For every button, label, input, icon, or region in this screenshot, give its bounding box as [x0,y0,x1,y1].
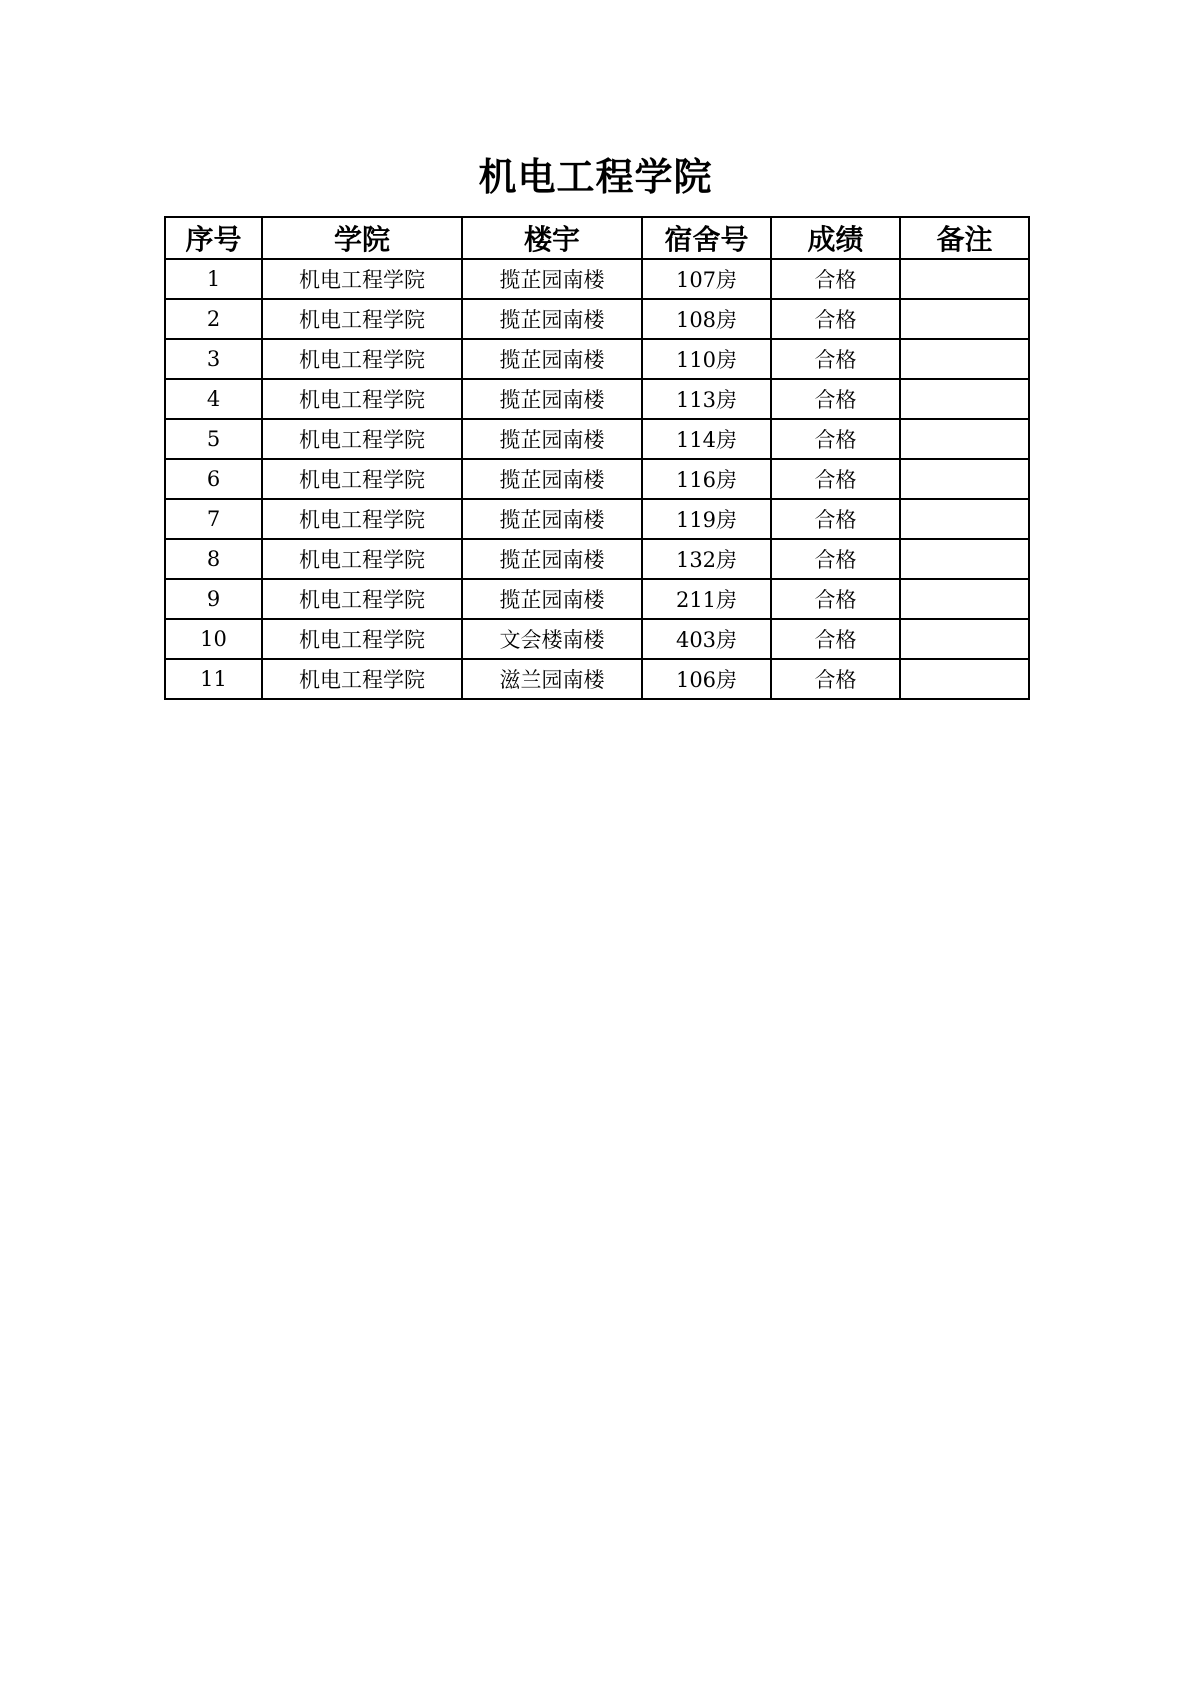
cell-college: 机电工程学院 [262,299,462,339]
cell-seq: 7 [165,499,262,539]
cell-remark [900,299,1029,339]
table-row [165,259,1029,299]
cell-college: 机电工程学院 [262,379,462,419]
cell-result: 合格 [771,579,900,619]
cell-seq: 9 [165,579,262,619]
cell-seq: 11 [165,659,262,699]
cell-college: 机电工程学院 [262,619,462,659]
cell-remark [900,259,1029,299]
cell-room: 132房 [642,539,771,579]
table-row [165,539,1029,579]
table-row [165,579,1029,619]
cell-room: 116房 [642,459,771,499]
header-row [165,217,1029,259]
table-row [165,339,1029,379]
cell-seq: 8 [165,539,262,579]
cell-result: 合格 [771,539,900,579]
page-title: 机电工程学院 [478,155,713,199]
cell-college: 机电工程学院 [262,459,462,499]
table-row [165,619,1029,659]
cell-room: 211房 [642,579,771,619]
cell-seq: 4 [165,379,262,419]
cell-college: 机电工程学院 [262,659,462,699]
cell-result: 合格 [771,379,900,419]
cell-remark [900,419,1029,459]
cell-building: 揽芷园南楼 [462,499,642,539]
cell-result: 合格 [771,619,900,659]
cell-result: 合格 [771,259,900,299]
cell-remark [900,459,1029,499]
cell-room: 110房 [642,339,771,379]
cell-result: 合格 [771,459,900,499]
cell-building: 揽芷园南楼 [462,379,642,419]
cell-building: 揽芷园南楼 [462,339,642,379]
cell-building: 揽芷园南楼 [462,419,642,459]
dormitory-grade-table [164,216,1030,700]
cell-result: 合格 [771,299,900,339]
header-college: 学院 [262,217,462,259]
cell-remark [900,579,1029,619]
cell-result: 合格 [771,419,900,459]
cell-remark [900,339,1029,379]
cell-room: 107房 [642,259,771,299]
cell-result: 合格 [771,499,900,539]
header-remark: 备注 [900,217,1029,259]
cell-seq: 1 [165,259,262,299]
cell-seq: 10 [165,619,262,659]
cell-college: 机电工程学院 [262,499,462,539]
cell-building: 文会楼南楼 [462,619,642,659]
cell-result: 合格 [771,659,900,699]
table-row [165,299,1029,339]
cell-room: 108房 [642,299,771,339]
cell-building: 揽芷园南楼 [462,459,642,499]
cell-college: 机电工程学院 [262,419,462,459]
cell-college: 机电工程学院 [262,259,462,299]
cell-college: 机电工程学院 [262,339,462,379]
table-body [165,259,1029,699]
cell-room: 403房 [642,619,771,659]
cell-result: 合格 [771,339,900,379]
cell-seq: 3 [165,339,262,379]
table-row [165,499,1029,539]
cell-remark [900,659,1029,699]
table-row [165,459,1029,499]
cell-building: 滋兰园南楼 [462,659,642,699]
cell-building: 揽芷园南楼 [462,259,642,299]
cell-seq: 6 [165,459,262,499]
table-row [165,379,1029,419]
table-row [165,659,1029,699]
cell-building: 揽芷园南楼 [462,299,642,339]
cell-seq: 2 [165,299,262,339]
cell-remark [900,379,1029,419]
cell-college: 机电工程学院 [262,579,462,619]
cell-building: 揽芷园南楼 [462,579,642,619]
cell-seq: 5 [165,419,262,459]
cell-room: 119房 [642,499,771,539]
cell-remark [900,619,1029,659]
header-result: 成绩 [771,217,900,259]
header-room: 宿舍号 [642,217,771,259]
table-header [165,217,1029,259]
header-seq: 序号 [165,217,262,259]
cell-remark [900,539,1029,579]
cell-room: 113房 [642,379,771,419]
cell-college: 机电工程学院 [262,539,462,579]
header-building: 楼宇 [462,217,642,259]
cell-room: 114房 [642,419,771,459]
cell-building: 揽芷园南楼 [462,539,642,579]
cell-room: 106房 [642,659,771,699]
cell-remark [900,499,1029,539]
table-row [165,419,1029,459]
